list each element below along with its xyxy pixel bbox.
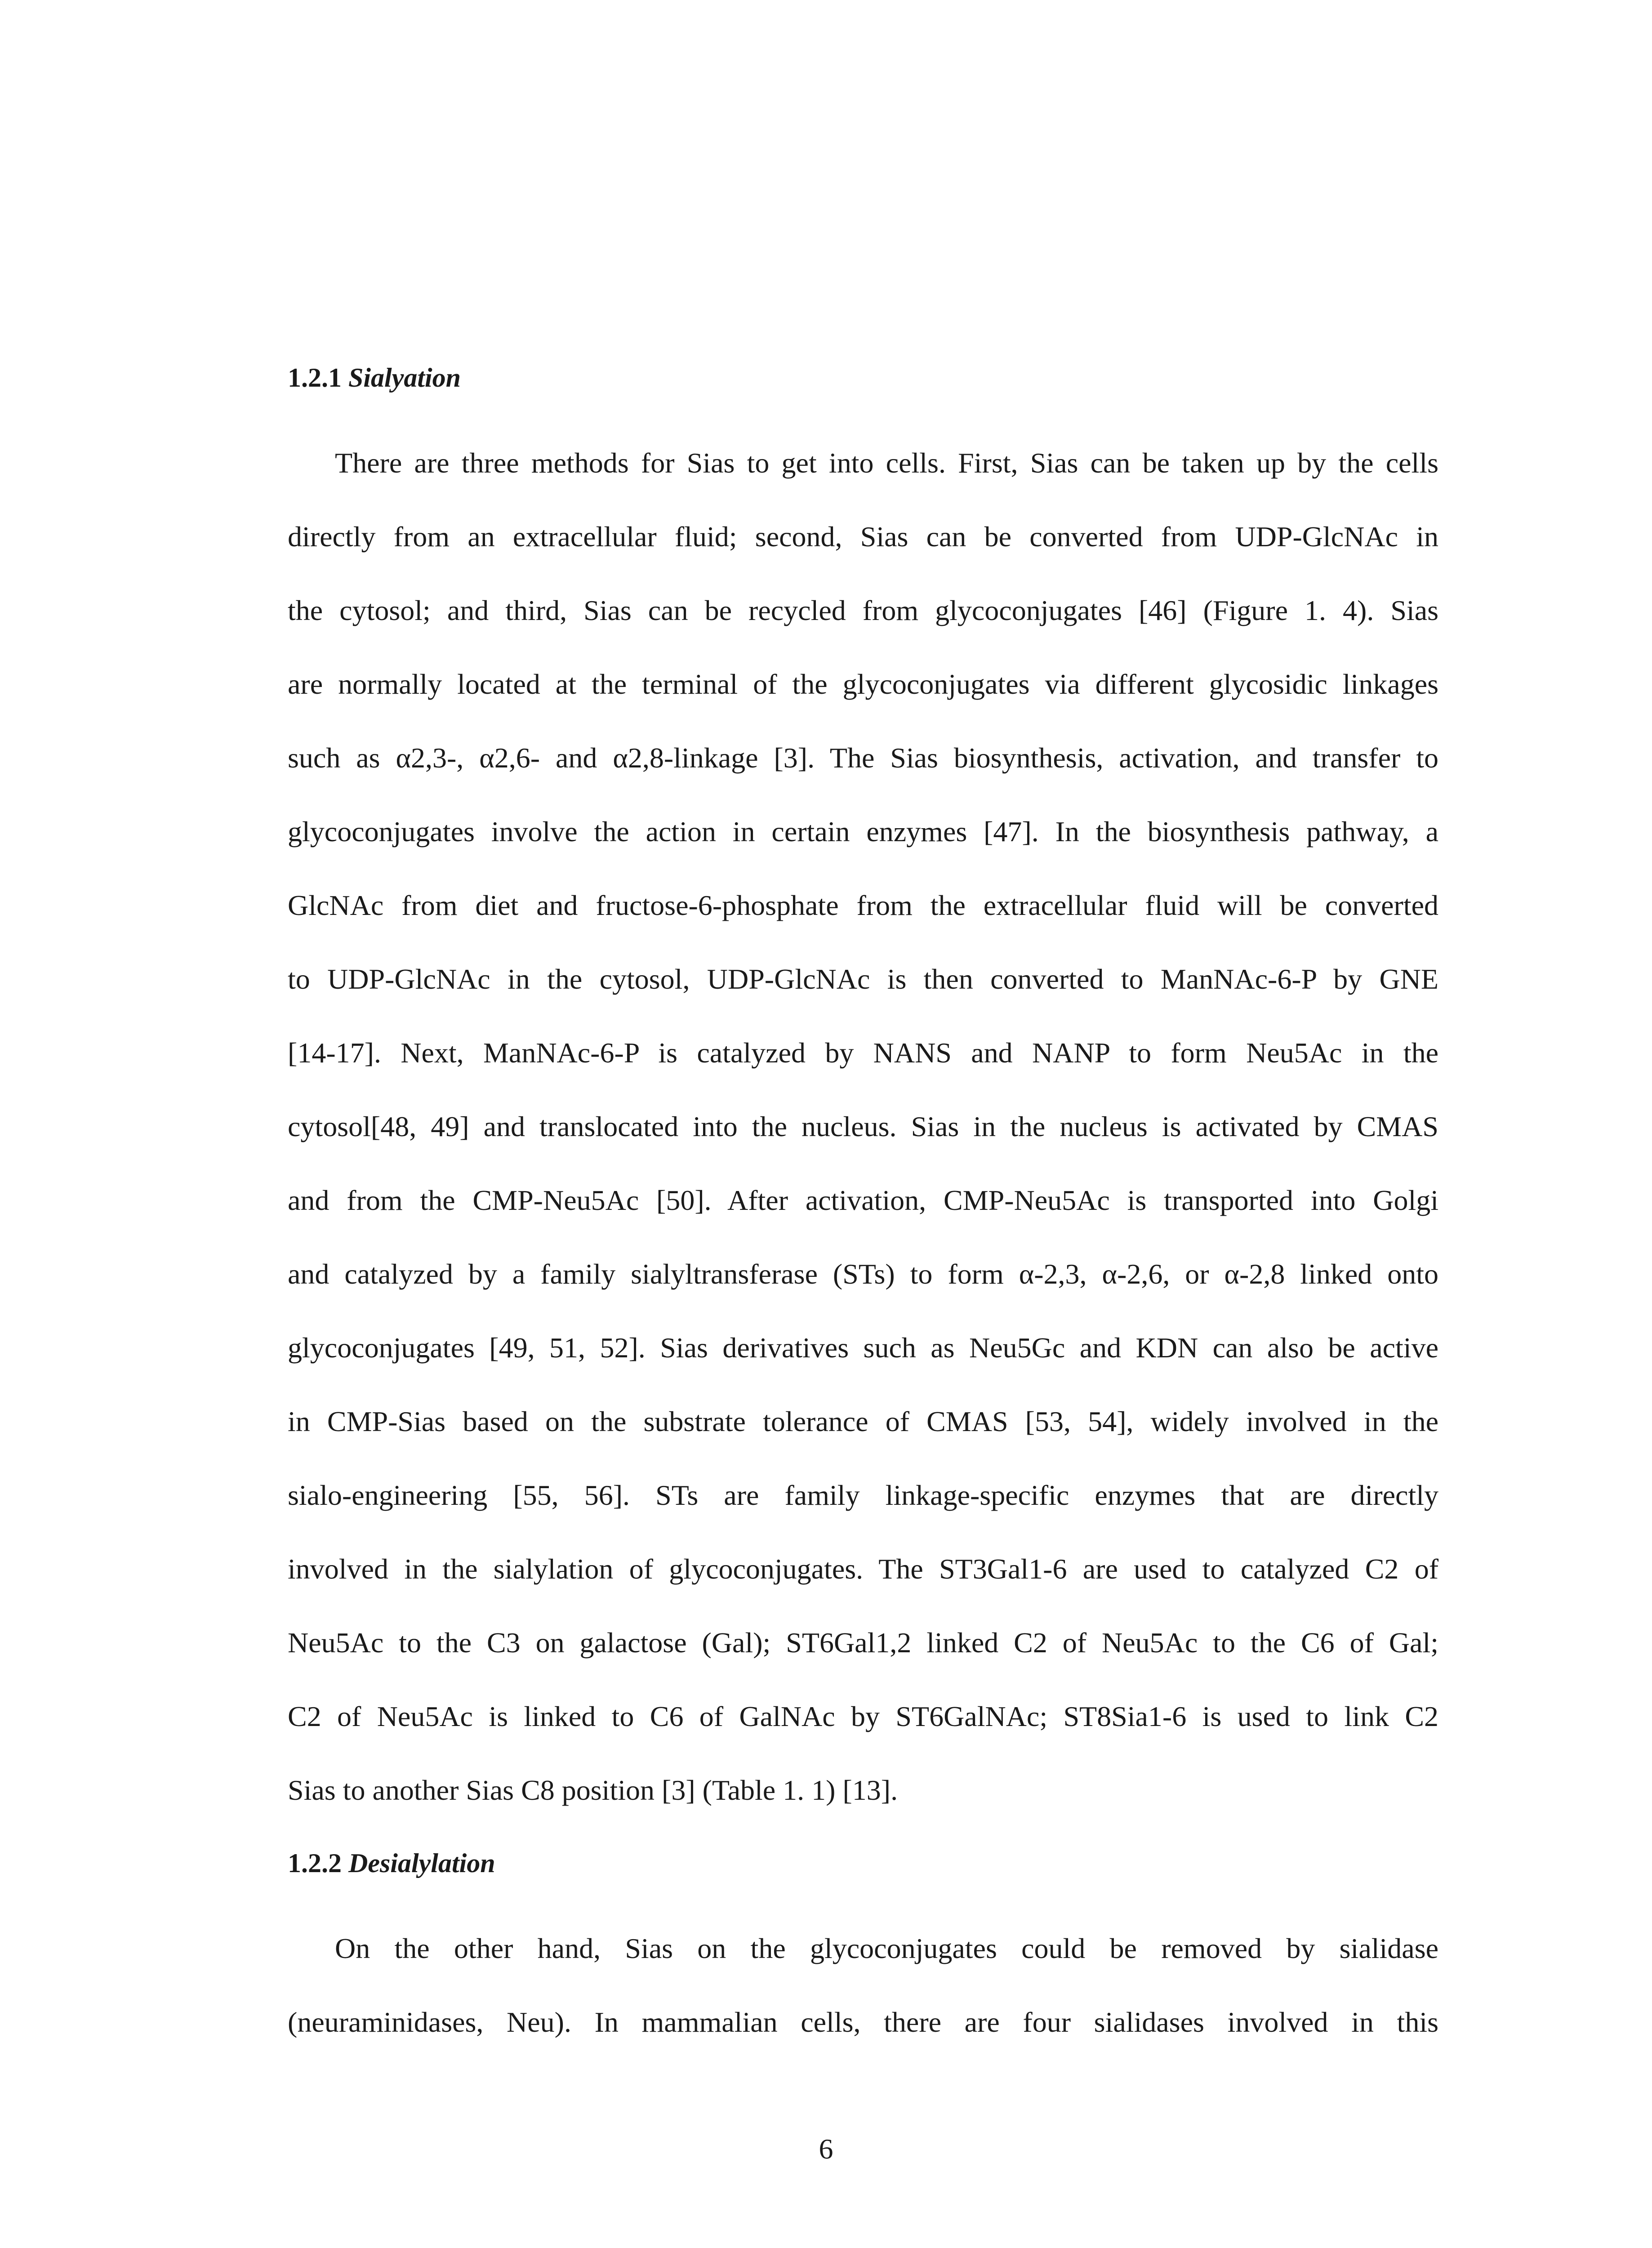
text-line: to UDP-GlcNAc in the cytosol, UDP-GlcNAc is then converted to ManNAc-6-P by GNE <box>288 963 1438 995</box>
section-number: 1.2.2 <box>288 1848 342 1878</box>
text-line: GlcNAc from diet and fructose-6-phosphate from the extracellular fluid will be converted <box>288 889 1438 921</box>
text-line: Neu5Ac to the C3 on galactose (Gal); ST6Gal1,2 linked C2 of Neu5Ac to the C6 of Gal; <box>288 1627 1438 1659</box>
section-heading <box>288 355 1438 400</box>
text-line: the cytosol; and third, Sias can be recycled from glycoconjugates [46] (Figure 1. 4). Sias <box>288 594 1438 626</box>
text-line: C2 of Neu5Ac is linked to C6 of GalNAc by ST6GalNAc; ST8Sia1-6 is used to link C2 <box>288 1700 1438 1732</box>
text-line: and catalyzed by a family sialyltransferase (STs) to form α-2,3, α-2,6, or α-2,8 linked onto <box>288 1258 1438 1290</box>
text-line: (neuraminidases, Neu). In mammalian cells, there are four sialidases involved in this <box>288 2006 1438 2038</box>
section-number: 1.2.1 <box>288 363 342 393</box>
text-line: sialo-engineering [55, 56]. STs are family linkage-specific enzymes that are directly <box>288 1479 1438 1511</box>
section-1-2-1 <box>288 355 1438 1827</box>
section-title: Desialylation <box>348 1848 495 1878</box>
text-line: On the other hand, Sias on the glycoconjugates could be removed by sialidase <box>335 1932 1438 1964</box>
section-title: Sialyation <box>348 363 461 393</box>
text-line: Sias to another Sias C8 position [3] (Table 1. 1) [13]. <box>288 1774 898 1806</box>
text-line: There are three methods for Sias to get into cells. First, Sias can be taken up by the cells <box>335 447 1438 479</box>
section-body <box>288 1912 1438 2059</box>
text-line: and from the CMP-Neu5Ac [50]. After activation, CMP-Neu5Ac is transported into Golgi <box>288 1184 1438 1216</box>
text-line: directly from an extracellular fluid; second, Sias can be converted from UDP-GlcNAc in <box>288 521 1438 553</box>
text-line: are normally located at the terminal of the glycoconjugates via different glycosidic linkages <box>288 668 1438 700</box>
text-line: [14-17]. Next, ManNAc-6-P is catalyzed by NANS and NANP to form Neu5Ac in the <box>288 1037 1438 1069</box>
page-number: 6 <box>819 2133 833 2165</box>
text-line: glycoconjugates involve the action in certain enzymes [47]. In the biosynthesis pathway, a <box>288 816 1438 847</box>
text-line: glycoconjugates [49, 51, 52]. Sias derivatives such as Neu5Gc and KDN can also be active <box>288 1332 1438 1364</box>
text-line: cytosol[48, 49] and translocated into the nucleus. Sias in the nucleus is activated by CMAS <box>288 1111 1438 1142</box>
section-body <box>288 426 1438 1827</box>
text-line: such as α2,3-, α2,6- and α2,8-linkage [3]. The Sias biosynthesis, activation, and transfer to <box>288 742 1438 774</box>
page-content <box>288 355 1438 2059</box>
section-1-2-2 <box>288 1841 1438 2059</box>
text-line: involved in the sialylation of glycoconjugates. The ST3Gal1-6 are used to catalyzed C2 of <box>288 1553 1438 1585</box>
text-line: in CMP-Sias based on the substrate tolerance of CMAS [53, 54], widely involved in the <box>288 1405 1438 1437</box>
section-heading <box>288 1841 1438 1886</box>
